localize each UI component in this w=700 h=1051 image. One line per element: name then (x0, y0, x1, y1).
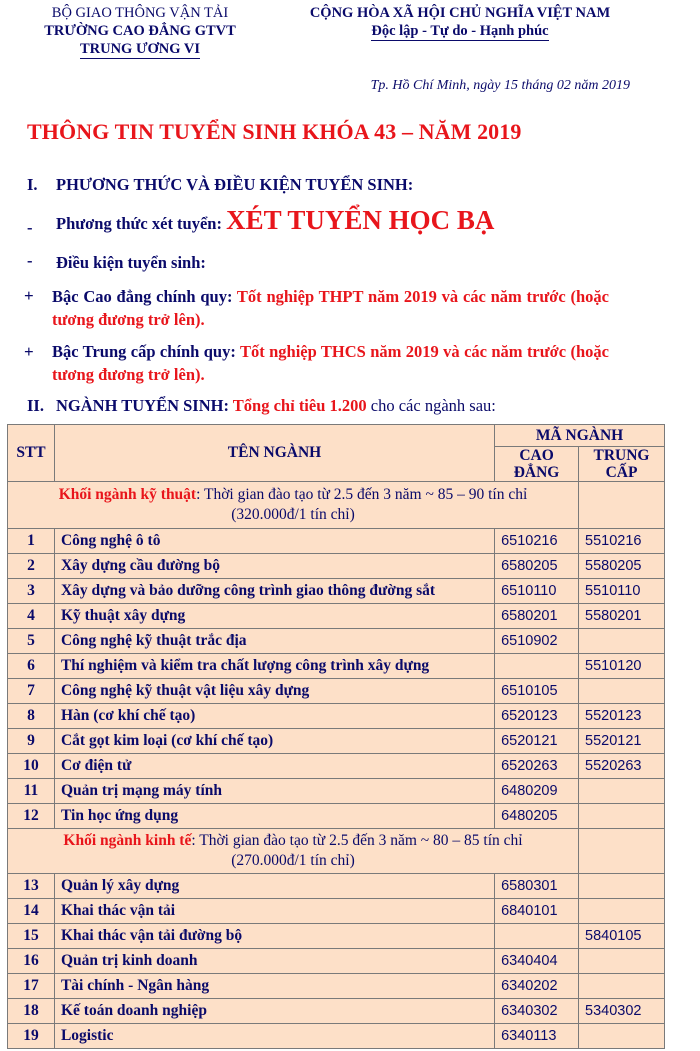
row-name: Cắt gọt kim loại (cơ khí chế tạo) (54, 729, 494, 754)
row-name: Quản trị kinh doanh (54, 949, 494, 974)
row-stt: 14 (8, 899, 55, 924)
row-college-code: 6340404 (495, 949, 579, 974)
cond-dash: - (27, 251, 33, 270)
section1-heading: PHƯƠNG THỨC VÀ ĐIỀU KIỆN TUYỂN SINH: (56, 175, 414, 194)
row-college-code: 6340113 (495, 1024, 579, 1049)
row-name: Khai thác vận tải đường bộ (54, 924, 494, 949)
country-name: CỘNG HÒA XÃ HỘI CHỦ NGHĨA VIỆT NAM (309, 5, 611, 21)
row-college-code: 6510105 (495, 679, 579, 704)
section2-quota: Tổng chỉ tiêu 1.200 (232, 396, 367, 415)
table-row (8, 949, 665, 974)
header-code: MÃ NGÀNH (495, 425, 665, 447)
row-stt: 9 (8, 729, 55, 754)
table-row (8, 654, 665, 679)
row-intermediate-code: 5580205 (579, 554, 665, 579)
row-intermediate-code (579, 1024, 665, 1049)
table-row (8, 974, 665, 999)
section2-heading-row (27, 394, 496, 418)
table-row (8, 1024, 665, 1049)
row-stt: 13 (8, 874, 55, 899)
row-college-code: 6520123 (495, 704, 579, 729)
row-stt: 1 (8, 529, 55, 554)
row-stt: 11 (8, 779, 55, 804)
row-name: Quản trị mạng máy tính (54, 779, 494, 804)
table-row (8, 874, 665, 899)
center-name: TRUNG ƯƠNG VI (79, 41, 201, 57)
section2-number: II. (27, 396, 44, 415)
group-row-economic (8, 829, 665, 874)
section2-text (56, 394, 496, 418)
table-row (8, 704, 665, 729)
row-intermediate-code: 5510110 (579, 579, 665, 604)
row-intermediate-code (579, 804, 665, 829)
header-college: CAO ĐẲNG (495, 447, 579, 482)
row-name: Tin học ứng dụng (54, 804, 494, 829)
table-row (8, 754, 665, 779)
method-dash: - (27, 218, 33, 237)
row-stt: 3 (8, 579, 55, 604)
row-intermediate-code: 5510216 (579, 529, 665, 554)
row-stt: 2 (8, 554, 55, 579)
row-stt: 19 (8, 1024, 55, 1049)
table-row (8, 999, 665, 1024)
table-row (8, 779, 665, 804)
row-college-code: 6520121 (495, 729, 579, 754)
row-intermediate-code (579, 679, 665, 704)
section2-tail: cho các ngành sau: (370, 396, 496, 415)
header-stt: STT (8, 425, 55, 482)
row-intermediate-code (579, 974, 665, 999)
row-name: Tài chính - Ngân hàng (54, 974, 494, 999)
row-college-code: 6510902 (495, 629, 579, 654)
row-stt: 18 (8, 999, 55, 1024)
row-stt: 15 (8, 924, 55, 949)
row-college-code: 6580301 (495, 874, 579, 899)
inter-value: Tốt nghiệp THCS năm 2019 và các năm trước (hoặc tương đương trở lên). (52, 342, 610, 384)
row-name: Công nghệ kỹ thuật trắc địa (54, 629, 494, 654)
row-college-code: 6480205 (495, 804, 579, 829)
inter-condition (52, 340, 609, 386)
header-name: TÊN NGÀNH (54, 425, 494, 482)
row-college-code (495, 654, 579, 679)
row-stt: 8 (8, 704, 55, 729)
majors-table (7, 424, 665, 1049)
group-name: Khối ngành kỹ thuật (58, 486, 197, 503)
row-stt: 7 (8, 679, 55, 704)
header-intermediate: TRUNG CẤP (579, 447, 665, 482)
table-row (8, 604, 665, 629)
header-left (20, 4, 260, 59)
row-stt: 6 (8, 654, 55, 679)
method-value: XÉT TUYỂN HỌC BẠ (226, 205, 495, 235)
row-intermediate-code: 5510120 (579, 654, 665, 679)
row-college-code: 6480209 (495, 779, 579, 804)
row-college-code: 6840101 (495, 899, 579, 924)
row-intermediate-code (579, 779, 665, 804)
table-body (8, 482, 665, 1049)
college-label: Bậc Cao đẳng chính quy: (52, 287, 233, 306)
row-name: Kế toán doanh nghiệp (54, 999, 494, 1024)
group-name: Khối ngành kinh tế (63, 832, 192, 849)
row-stt: 16 (8, 949, 55, 974)
row-college-code: 6340302 (495, 999, 579, 1024)
group-cell (8, 482, 579, 529)
table-row (8, 529, 665, 554)
group-desc: : Thời gian đào tạo từ 2.5 đến 3 năm ~ 80 – 85 tín chỉ (191, 832, 523, 849)
row-stt: 5 (8, 629, 55, 654)
national-motto: Độc lập - Tự do - Hạnh phúc (371, 23, 549, 39)
page-title: THÔNG TIN TUYỂN SINH KHÓA 43 – NĂM 2019 (27, 119, 522, 144)
row-name: Khai thác vận tải (54, 899, 494, 924)
group-fee: (320.000đ/1 tín chỉ) (231, 506, 355, 523)
row-name: Xây dựng cầu đường bộ (54, 554, 494, 579)
table-row (8, 579, 665, 604)
row-stt: 17 (8, 974, 55, 999)
row-college-code (495, 924, 579, 949)
row-name: Logistic (54, 1024, 494, 1049)
college-condition (52, 285, 609, 331)
table-row (8, 804, 665, 829)
group-empty-cell (579, 829, 665, 874)
row-intermediate-code (579, 629, 665, 654)
row-name: Công nghệ kỹ thuật vật liệu xây dựng (54, 679, 494, 704)
group-desc: : Thời gian đào tạo từ 2.5 đến 3 năm ~ 85 – 90 tín chỉ (196, 486, 528, 503)
row-intermediate-code: 5580201 (579, 604, 665, 629)
group-fee: (270.000đ/1 tín chỉ) (231, 852, 355, 869)
row-college-code: 6580201 (495, 604, 579, 629)
table-row (8, 729, 665, 754)
row-intermediate-code: 5520121 (579, 729, 665, 754)
table-row (8, 899, 665, 924)
row-college-code: 6340202 (495, 974, 579, 999)
row-stt: 12 (8, 804, 55, 829)
row-college-code: 6510110 (495, 579, 579, 604)
row-name: Công nghệ ô tô (54, 529, 494, 554)
row-name: Kỹ thuật xây dựng (54, 604, 494, 629)
row-intermediate-code (579, 874, 665, 899)
row-intermediate-code: 5840105 (579, 924, 665, 949)
table-row (8, 679, 665, 704)
row-college-code: 6520263 (495, 754, 579, 779)
row-name: Hàn (cơ khí chế tạo) (54, 704, 494, 729)
row-stt: 4 (8, 604, 55, 629)
row-stt: 10 (8, 754, 55, 779)
table-row (8, 924, 665, 949)
row-college-code: 6580205 (495, 554, 579, 579)
row-intermediate-code (579, 949, 665, 974)
row-name: Thí nghiệm và kiểm tra chất lượng công trình xây dựng (54, 654, 494, 679)
group-cell (8, 829, 579, 874)
row-intermediate-code (579, 899, 665, 924)
college-plus: + (24, 286, 34, 305)
table-row (8, 554, 665, 579)
section1-heading-row (27, 173, 414, 197)
cond-label: Điều kiện tuyển sinh: (56, 253, 206, 272)
header-right (275, 4, 645, 41)
row-name: Xây dựng và bảo dưỡng công trình giao thông đường sắt (54, 579, 494, 604)
row-name: Quản lý xây dựng (54, 874, 494, 899)
school-name: TRƯỜNG CAO ĐẲNG GTVT (44, 23, 236, 39)
group-empty-cell (579, 482, 665, 529)
method-label: Phương thức xét tuyển: (56, 214, 222, 233)
row-intermediate-code: 5340302 (579, 999, 665, 1024)
row-college-code: 6510216 (495, 529, 579, 554)
row-name: Cơ điện tử (54, 754, 494, 779)
inter-plus: + (24, 342, 34, 361)
row-intermediate-code: 5520123 (579, 704, 665, 729)
inter-label: Bậc Trung cấp chính quy: (52, 342, 236, 361)
method-row (56, 205, 495, 236)
section2-heading: NGÀNH TUYỂN SINH: (56, 396, 229, 415)
ministry-name: BỘ GIAO THÔNG VẬN TẢI (51, 5, 229, 21)
college-value: Tốt nghiệp THPT năm 2019 và các năm trước (hoặc tương đương trở lên). (52, 287, 609, 329)
row-intermediate-code: 5520263 (579, 754, 665, 779)
table-row (8, 629, 665, 654)
date-line: Tp. Hồ Chí Minh, ngày 15 tháng 02 năm 2019 (370, 78, 630, 93)
group-row-technical (8, 482, 665, 529)
section1-number: I. (27, 175, 38, 194)
